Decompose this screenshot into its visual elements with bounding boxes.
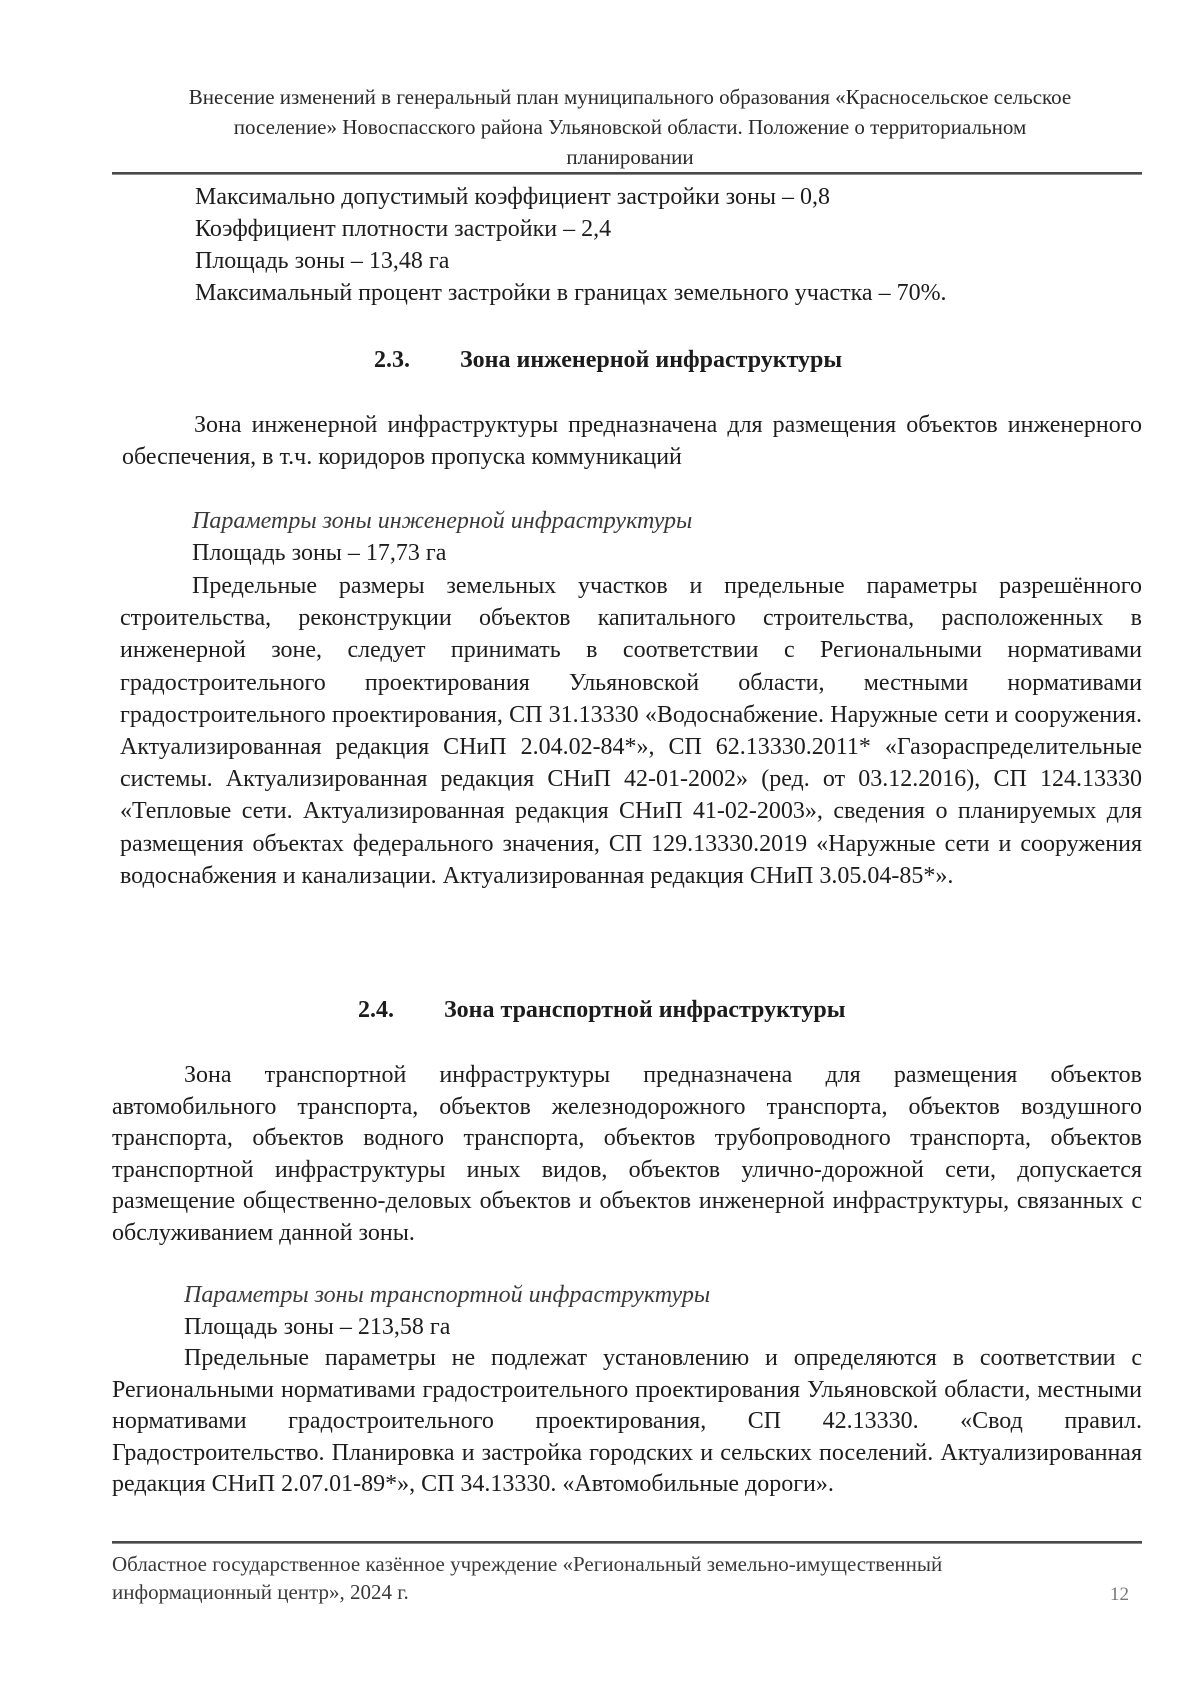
page-footer [112, 1550, 1072, 1606]
page-header [110, 82, 1150, 172]
section-heading-2-3 [374, 347, 842, 374]
param-line: Максимальный процент застройки в границах земельного участка – 70%. [195, 280, 947, 306]
param-line: Коэффициент плотности застройки – 2,4 [195, 216, 612, 242]
section-number: 2.3. [374, 347, 410, 373]
zone-parameters-list [195, 181, 1095, 309]
header-line-1: Внесение изменений в генеральный план муниципального образования «Красносельское сельское [188, 85, 1072, 109]
header-line-2: поселение» Новоспасского района Ульяновской области. Положение о территориальном [233, 115, 1027, 139]
section-heading-2-4 [358, 997, 845, 1024]
section-title: Зона инженерной инфраструктуры [460, 347, 843, 373]
param-line: Максимально допустимый коэффициент застройки зоны – 0,8 [195, 184, 830, 210]
footer-line-1: Областное государственное казённое учреждение «Региональный земельно-имущественный [112, 1552, 943, 1576]
limits-paragraph: Предельные размеры земельных участков и предельные параметры разрешённого строительства, реконструкции объектов капитального строительства, расположенных в инженерной зоне, следует принимать в соответствии с Региональными нормативами градостроительного проектирования Ульяновской области, местными нормативами градостроительного проектирования, СП 31.13330 «Водоснабжение. Наружные сети и сооружения. Актуализированная редакция СНиП 2.04.02-84*», СП 62.13330.2011* «Газораспределительные системы. Актуализированная редакция СНиП 42-01-2002» (ред. от 03.12.2016), СП 124.13330 «Тепловые сети. Актуализированная редакция СНиП 41-02-2003», сведения о планируемых для размещения объектах федерального значения, СП 129.13330.2019 «Наружные сети и сооружения водоснабжения и канализации. Актуализированная редакция СНиП 3.05.04-85*». [120, 573, 1142, 889]
header-line-3: планировании [566, 145, 694, 169]
section-2-4-intro [112, 1060, 1142, 1250]
section-2-3-limits [120, 570, 1142, 892]
intro-paragraph: Зона транспортной инфраструктуры предназначена для размещения объектов автомобильного транспорта, объектов железнодорожного транспорта, объектов воздушного транспорта, объектов водного транспорта, объектов трубопроводного транспорта, объектов транспортной инфраструктуры иных видов, объектов улично-дорожной сети, допускается размещение общественно-деловых объектов и объектов инженерной инфраструктуры, связанных с обслуживанием данной зоны. [112, 1062, 1142, 1246]
section-2-3-intro [122, 410, 1142, 473]
intro-paragraph: Зона инженерной инфраструктуры предназначена для размещения объектов инженерного обеспечения, в т.ч. коридоров пропуска коммуникаций [122, 412, 1142, 470]
section-2-4-params [184, 1279, 1084, 1343]
section-2-3-params [192, 505, 1092, 569]
page-number: 12 [1110, 1584, 1129, 1605]
section-number: 2.4. [358, 997, 394, 1023]
footer-divider [112, 1541, 1142, 1544]
params-heading: Параметры зоны транспортной инфраструктуры [184, 1282, 711, 1308]
params-heading: Параметры зоны инженерной инфраструктуры [192, 508, 693, 534]
limits-paragraph: Предельные параметры не подлежат установлению и определяются в соответствии с Региональными нормативами градостроительного проектирования Ульяновской области, местными нормативами градостроительного проектирования, СП 42.13330. «Свод правил. Градостроительство. Планировка и застройка городских и сельских поселений. Актуализированная редакция СНиП 2.07.01-89*», СП 34.13330. «Автомобильные дороги». [112, 1345, 1142, 1498]
header-divider [112, 172, 1142, 175]
param-line: Площадь зоны – 13,48 га [195, 248, 450, 274]
zone-area: Площадь зоны – 213,58 га [184, 1314, 451, 1340]
section-title: Зона транспортной инфраструктуры [444, 997, 846, 1023]
zone-area: Площадь зоны – 17,73 га [192, 540, 447, 566]
section-2-4-limits [112, 1343, 1142, 1501]
footer-line-2: информационный центр», 2024 г. [112, 1580, 409, 1604]
